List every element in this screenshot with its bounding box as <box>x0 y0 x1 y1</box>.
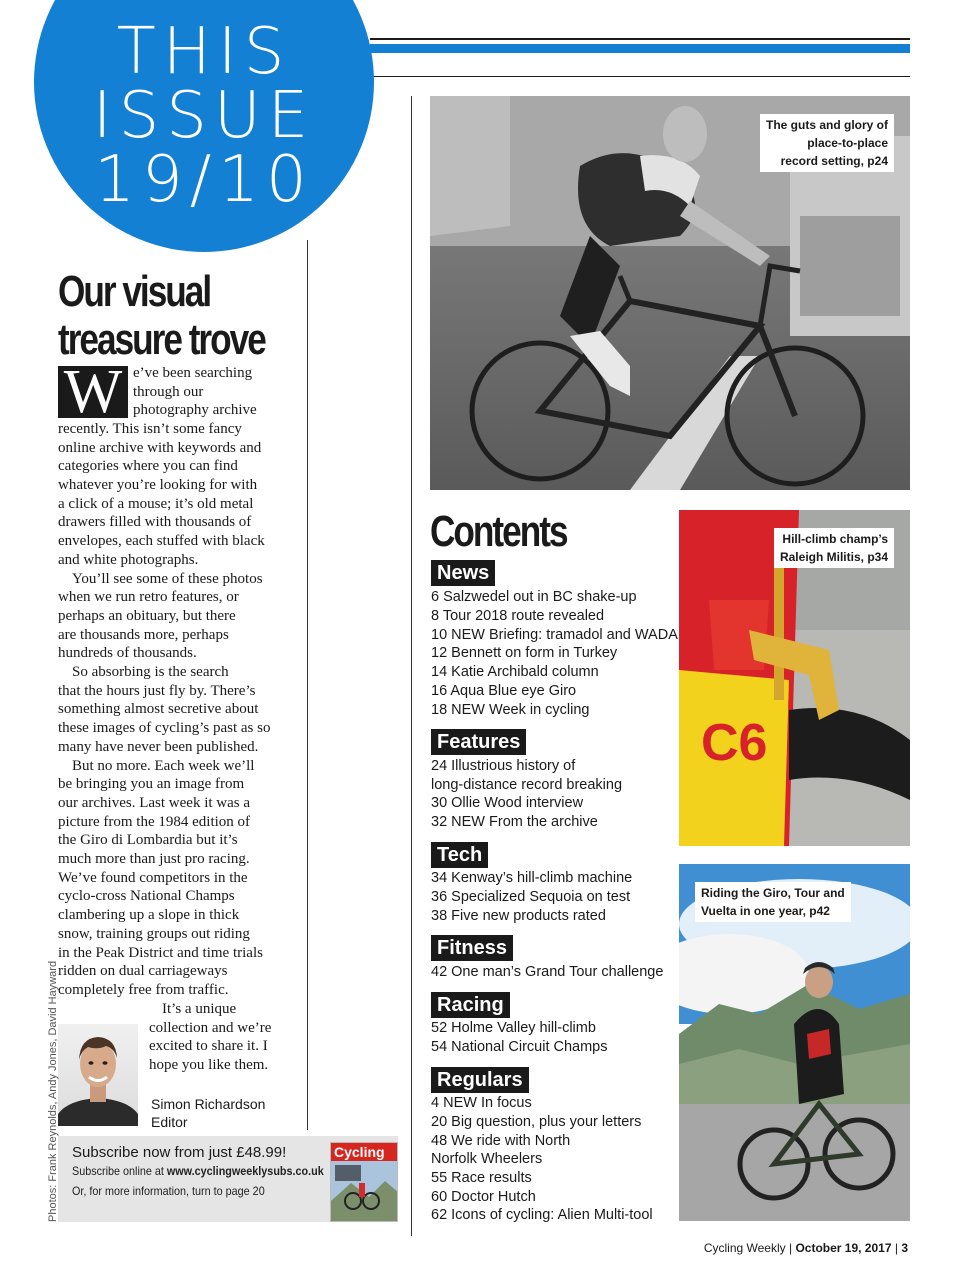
caption-line: place-to-place <box>807 136 888 150</box>
editor-name: Simon Richardson <box>151 1096 266 1112</box>
editorial-line: much more than just pro racing. <box>58 851 250 867</box>
page-footer <box>704 1241 908 1255</box>
subscribe-online-prefix: Subscribe online at <box>72 1164 167 1178</box>
caption-line: Vuelta in one year, p42 <box>701 904 830 918</box>
bike-decal-text: C6 <box>701 714 768 772</box>
toc-item[interactable]: 18 NEW Week in cycling <box>431 702 590 718</box>
editorial-line: completely free from traffic. <box>58 982 229 998</box>
editorial-line: collection and we’re <box>149 1020 272 1036</box>
editorial-line: are thousands more, perhaps <box>58 627 229 643</box>
editorial-line: online archive with keywords and <box>58 440 262 456</box>
editorial-line: something almost secretive about <box>58 701 259 717</box>
editorial-line: But no more. Each week we’ll <box>72 758 255 774</box>
toc-item[interactable]: 10 NEW Briefing: tramadol and WADA <box>431 627 678 643</box>
drop-cap: W <box>58 366 128 418</box>
issue-badge <box>34 0 374 252</box>
toc-item[interactable]: 55 Race results <box>431 1170 532 1186</box>
contents-title: Contents <box>430 507 567 556</box>
editorial-line: clambering up a slope in thick <box>58 907 240 923</box>
editorial-line: categories where you can find <box>58 458 238 474</box>
editorial-line: e’ve been searching <box>133 365 253 381</box>
editorial-line: whatever you’re looking for with <box>58 477 258 493</box>
section-label-racing: Racing <box>431 992 510 1018</box>
header-rule-bottom <box>370 76 910 77</box>
toc-item[interactable]: 52 Holme Valley hill-climb <box>431 1020 596 1036</box>
editorial-line: It’s a unique <box>162 1001 237 1017</box>
section-label-news: News <box>431 560 495 586</box>
toc-item[interactable]: 42 One man’s Grand Tour challenge <box>431 964 664 980</box>
editorial-line: photography archive <box>133 402 257 418</box>
toc-item[interactable]: 62 Icons of cycling: Alien Multi-tool <box>431 1207 653 1223</box>
editorial-title-line-1: Our visual <box>58 267 211 316</box>
subscribe-online <box>72 1164 324 1178</box>
toc-item[interactable]: 60 Doctor Hutch <box>431 1189 536 1205</box>
section-label-tech: Tech <box>431 842 488 868</box>
bottom-photo-caption <box>695 882 851 922</box>
toc-item[interactable]: 8 Tour 2018 route revealed <box>431 608 605 624</box>
section-label-features: Features <box>431 729 526 755</box>
toc-item[interactable]: 38 Five new products rated <box>431 908 606 924</box>
top-photo-caption <box>760 114 894 172</box>
subscribe-box[interactable] <box>58 1136 398 1222</box>
footer-publication: Cycling Weekly <box>703 1241 786 1255</box>
editorial-line: picture from the 1984 edition of <box>58 814 251 830</box>
editorial-line: these images of cycling’s past as so <box>58 720 271 736</box>
badge-line-2: ISSUE <box>92 79 316 153</box>
header-rule-top <box>370 38 910 40</box>
toc-item[interactable]: 32 NEW From the archive <box>431 814 598 830</box>
editorial-line: We’ve found competitors in the <box>58 870 248 886</box>
editorial-line: envelopes, each stuffed with black <box>58 533 265 549</box>
photo-credits: Photos: Frank Reynolds, Andy Jones, David Hayward <box>47 960 59 1222</box>
toc-item[interactable]: 16 Aqua Blue eye Giro <box>431 683 577 699</box>
toc-item[interactable]: 48 We ride with North <box>431 1133 571 1149</box>
toc-item[interactable]: 12 Bennett on form in Turkey <box>431 645 618 661</box>
editorial-line: drawers filled with thousands of <box>58 514 252 530</box>
caption-line: Hill-climb champ’s <box>782 532 888 546</box>
editorial-line: many have never been published. <box>58 739 259 755</box>
toc-item[interactable]: 14 Katie Archibald column <box>431 664 599 680</box>
footer-separator: | <box>789 1241 796 1255</box>
editorial-line: cyclo-cross National Champs <box>58 888 235 904</box>
caption-line: record setting, p24 <box>780 154 888 168</box>
toc-item[interactable]: Norfolk Wheelers <box>431 1151 543 1167</box>
editorial-line: snow, training groups out riding <box>58 926 250 942</box>
badge-line-1: THIS <box>116 15 292 89</box>
editorial-line: the Giro di Lombardia but it’s <box>58 832 238 848</box>
toc-item[interactable]: long-distance record breaking <box>431 777 623 793</box>
toc-item[interactable]: 54 National Circuit Champs <box>431 1039 608 1055</box>
section-label-fitness: Fitness <box>431 935 513 961</box>
editorial-title-line-2: treasure trove <box>58 315 265 364</box>
editorial-line: when we run retro features, or <box>58 589 239 605</box>
magazine-cover-art <box>331 1161 398 1221</box>
retro-cyclist-photo <box>430 96 910 490</box>
editorial-line: ridden on dual carriageways <box>58 963 228 979</box>
caption-line: Riding the Giro, Tour and <box>701 886 845 900</box>
editorial-line: You’ll see some of these photos <box>72 571 263 587</box>
editorial-line: in the Peak District and time trials <box>58 945 263 961</box>
editorial-line: be bringing you an image from <box>58 776 245 792</box>
editorial-line: our archives. Last week it was a <box>58 795 251 811</box>
magazine-cover-thumbnail <box>330 1142 398 1222</box>
main-column-divider <box>411 96 412 1236</box>
editorial-line: excited to share it. I <box>149 1038 268 1054</box>
badge-line-3: 19/10 <box>94 143 314 217</box>
middle-photo-caption <box>774 528 894 568</box>
toc-item[interactable]: 30 Ollie Wood interview <box>431 795 584 811</box>
toc-item[interactable]: 24 Illustrious history of <box>431 758 576 774</box>
footer-page-number: 3 <box>901 1241 908 1255</box>
section-label-regulars: Regulars <box>431 1067 529 1093</box>
subscribe-more-info: Or, for more information, turn to page 20 <box>72 1184 265 1198</box>
footer-date: October 19, 2017 <box>795 1241 892 1255</box>
caption-line: The guts and glory of <box>766 118 888 132</box>
magazine-logo: Cycling <box>331 1143 397 1161</box>
toc-item[interactable]: 36 Specialized Sequoia on test <box>431 889 631 905</box>
editorial-line: hope you like them. <box>149 1057 269 1073</box>
editorial-line: So absorbing is the search <box>72 664 229 680</box>
left-column-divider <box>307 240 308 1130</box>
toc-item[interactable]: 34 Kenway’s hill-climb machine <box>431 870 633 886</box>
editorial-line: through our <box>133 384 204 400</box>
editorial-line: a click of a mouse; it’s old metal <box>58 496 254 512</box>
header-rule-blue <box>370 44 910 53</box>
mountain-rider-photo <box>679 864 910 1221</box>
editorial-line: and white photographs. <box>58 552 199 568</box>
caption-line: Raleigh Militis, p34 <box>779 550 888 564</box>
editorial-line: perhaps an obituary, but there <box>58 608 236 624</box>
editorial-line: recently. This isn’t some fancy <box>58 421 242 437</box>
subscribe-url-link[interactable]: www.cyclingweeklysubs.co.uk <box>166 1164 324 1178</box>
editorial-line: that the hours just fly by. There’s <box>58 683 256 699</box>
editor-photo <box>58 1024 138 1126</box>
raleigh-bike-photo <box>679 510 910 846</box>
subscribe-headline: Subscribe now from just £48.99! <box>72 1144 287 1161</box>
toc-item[interactable]: 6 Salzwedel out in BC shake-up <box>431 589 637 605</box>
footer-separator: | <box>894 1241 902 1255</box>
editor-role: Editor <box>151 1114 188 1130</box>
editorial-line: hundreds of thousands. <box>58 645 197 661</box>
toc-item[interactable]: 20 Big question, plus your letters <box>431 1114 642 1130</box>
toc-item[interactable]: 4 NEW In focus <box>431 1095 532 1111</box>
